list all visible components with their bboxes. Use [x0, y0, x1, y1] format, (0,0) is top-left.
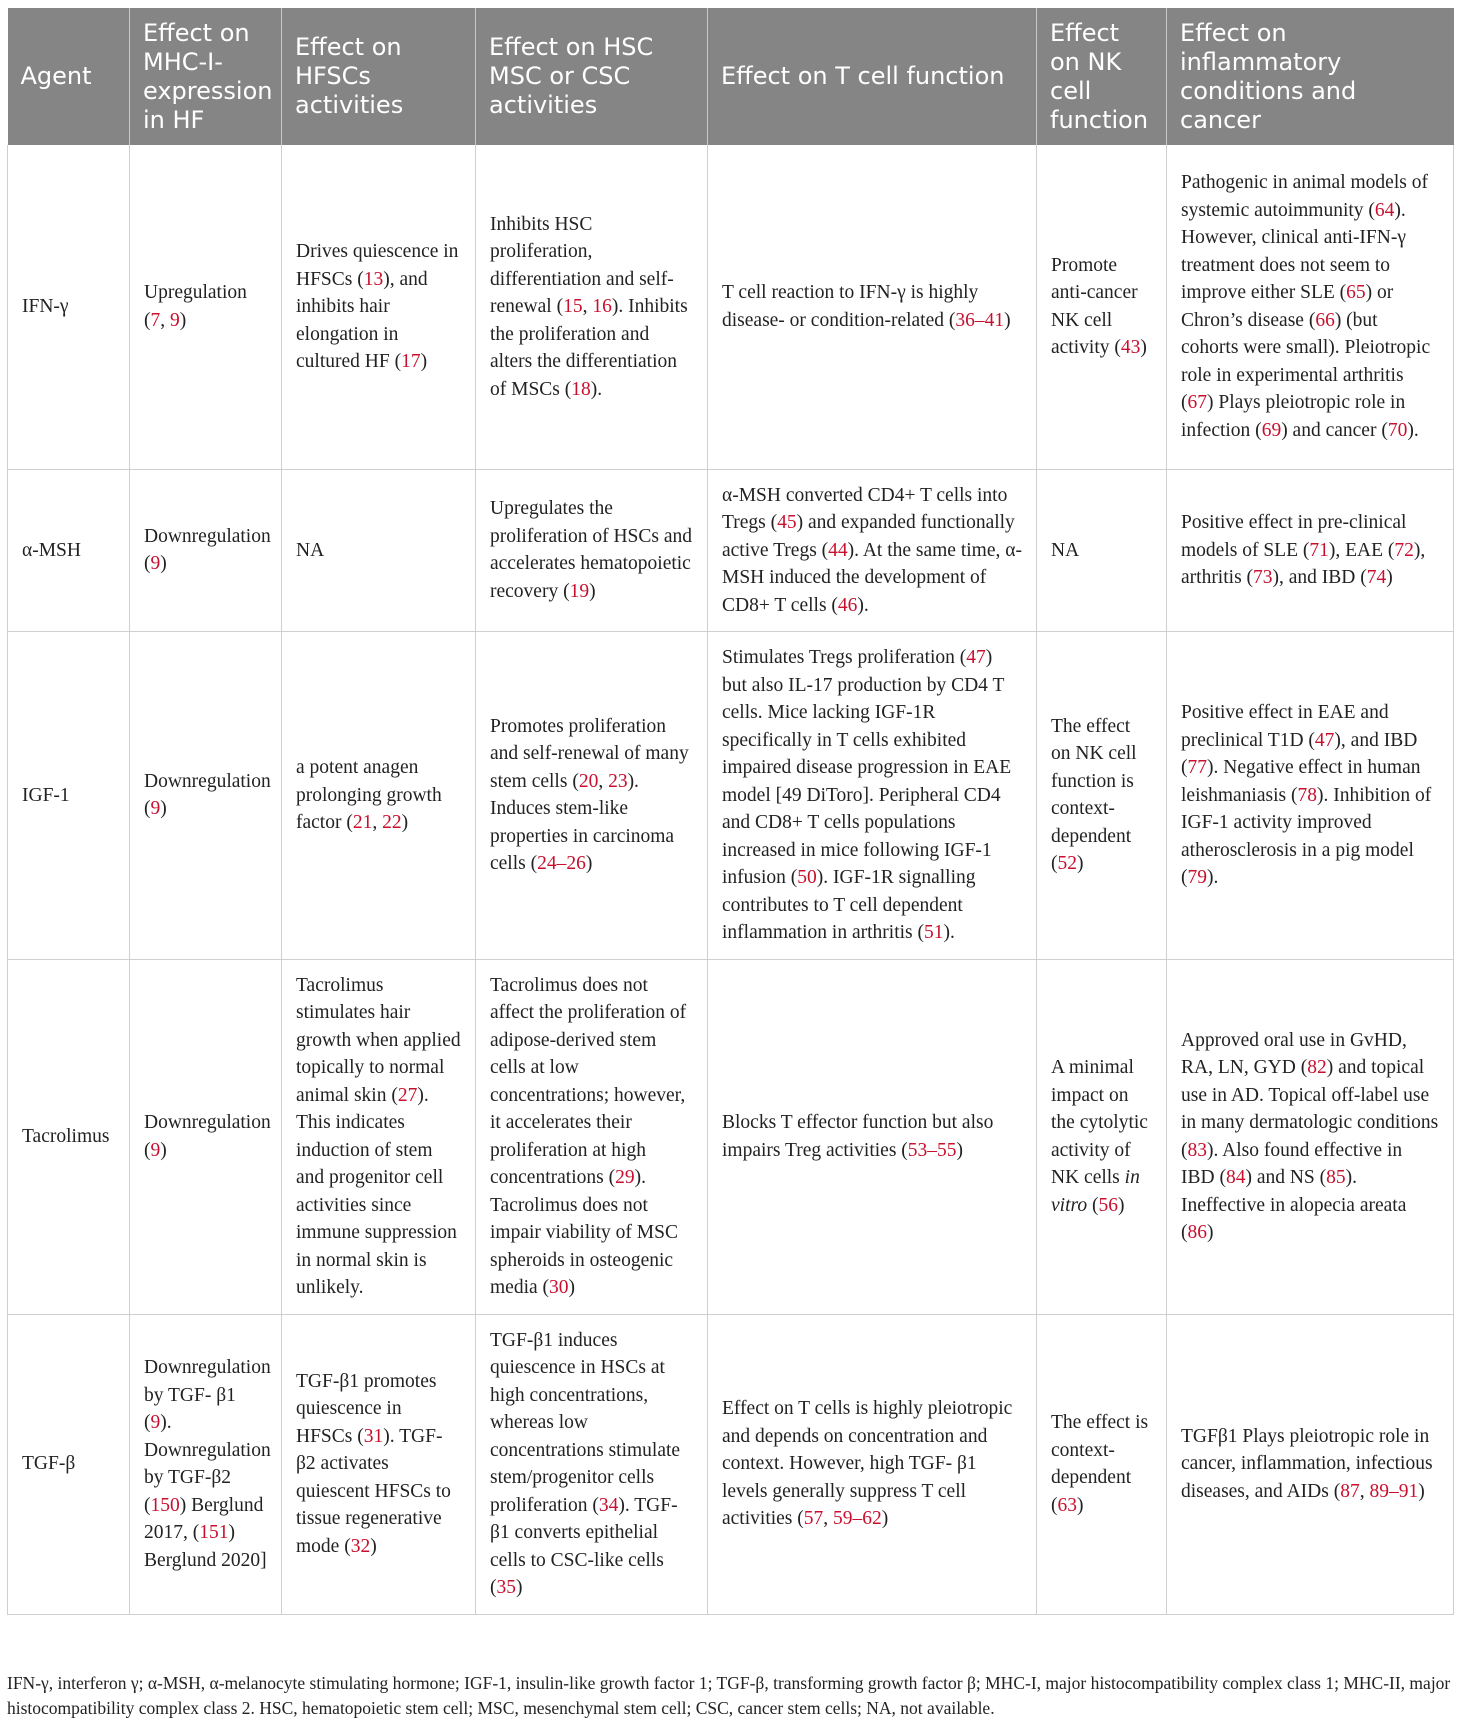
table-body	[8, 145, 1454, 1614]
reference-link[interactable]: 23	[608, 770, 628, 792]
cell-text: )	[1077, 1494, 1084, 1516]
mhc-expression-cell	[130, 469, 282, 632]
cell-text: ).	[1407, 419, 1419, 441]
table-row	[8, 959, 1454, 1314]
cell-text: ). Induces stem-like properties in carcinoma cells (	[490, 770, 675, 875]
reference-link[interactable]: 56	[1098, 1194, 1118, 1216]
reference-link[interactable]: 151	[199, 1522, 229, 1543]
reference-link[interactable]: 82	[1307, 1057, 1327, 1078]
cell-text: ). Negative effect in human leishmaniasis (	[1181, 757, 1421, 806]
cell-text: TGF-β1 promotes quiescence in HFSCs (	[296, 1370, 437, 1447]
reference-link[interactable]: 150	[150, 1494, 180, 1516]
reference-link[interactable]: 20	[578, 770, 599, 792]
agent-cell: α-MSH	[8, 469, 130, 632]
cell-text: )	[160, 553, 167, 575]
cell-text: ,	[582, 296, 593, 317]
reference-link[interactable]: 65	[1346, 282, 1366, 304]
table-container	[7, 8, 1453, 1615]
reference-link[interactable]: 69	[1261, 419, 1282, 441]
cell-text: TGF-β1 induces quiescence in HSCs at high concentrations, whereas low concentrations stimulate stem/progenitor cells proliferation (	[490, 1329, 681, 1516]
cell-text: Approved oral use in GvHD, RA, LN, GYD (	[1181, 1029, 1407, 1078]
cell-text: )	[160, 1139, 167, 1161]
header-hfsc-activities: Effect on HFSCs activities	[282, 8, 476, 145]
reference-link[interactable]: 16	[592, 296, 612, 317]
reference-link[interactable]: 21	[352, 812, 373, 833]
reference-link[interactable]: 43	[1120, 337, 1141, 359]
header-row	[8, 8, 1454, 145]
reference-link[interactable]: 44	[828, 539, 848, 561]
mhc-expression-cell	[130, 959, 282, 1314]
reference-link[interactable]: 46	[837, 594, 858, 616]
cell-text: ) and NS (	[1245, 1167, 1327, 1188]
cell-text: )	[1140, 337, 1147, 359]
cell-text: ).	[857, 594, 869, 616]
agent-cell: IFN-γ	[8, 145, 130, 469]
hfsc-activities-cell	[282, 145, 476, 469]
cell-text: )	[585, 853, 593, 875]
cell-text: )	[568, 1277, 576, 1298]
reference-link[interactable]: 9	[150, 798, 161, 820]
cell-text: ,	[598, 770, 609, 792]
reference-link[interactable]: 67	[1187, 392, 1207, 414]
reference-link[interactable]: 29	[615, 1167, 635, 1188]
cell-text: )	[956, 1139, 964, 1161]
reference-link[interactable]: 18	[571, 378, 591, 400]
cell-text: ) Berglund 2020]	[144, 1522, 267, 1571]
inflammatory-cancer-cell	[1167, 959, 1454, 1314]
reference-link[interactable]: 31	[363, 1425, 384, 1447]
t-cell-function-cell	[708, 959, 1037, 1314]
reference-link[interactable]: 64	[1374, 199, 1395, 221]
reference-link[interactable]: 66	[1315, 309, 1335, 331]
cell-text: Downregulation by TGF- β1 (	[144, 1357, 271, 1433]
cell-text: ,	[1359, 1480, 1370, 1502]
cell-text: )	[160, 798, 167, 820]
cell-text: ) and cancer (	[1281, 419, 1388, 441]
cell-text: ) Plays pleiotropic role in infection (	[1181, 392, 1406, 441]
agent-cell: Tacrolimus	[8, 959, 130, 1314]
cell-text: Downregulation (	[144, 1112, 271, 1161]
reference-link[interactable]: 9	[150, 553, 161, 575]
mhc-expression-cell	[130, 1314, 282, 1614]
cell-text: ). Tacrolimus does not impair viability of MSC spheroids in osteogenic media (	[490, 1167, 678, 1298]
cell-text: Blocks T effector function but also impairs Treg activities (	[722, 1112, 994, 1161]
header-agent: Agent	[8, 8, 130, 145]
cell-text: Stimulates Tregs proliferation (	[722, 647, 967, 668]
cell-text: Upregulates the proliferation of HSCs and accelerates hematopoietic recovery (	[490, 498, 693, 602]
cell-text: )	[1418, 1480, 1425, 1502]
reference-link[interactable]: 17	[401, 351, 421, 372]
cell-text: ). IGF-1R signalling contributes to T cell dependent inflammation in arthritis (	[722, 867, 976, 943]
cell-text: ). Also found effective in IBD (	[1181, 1139, 1403, 1188]
reference-link[interactable]: 74	[1366, 567, 1387, 588]
reference-link[interactable]: 83	[1187, 1139, 1207, 1161]
cell-text: ). Inhibition of IGF-1 activity improved atherosclerosis in a pig model (	[1181, 784, 1432, 888]
cell-text: )	[401, 812, 409, 833]
reference-link[interactable]: 51	[924, 922, 944, 943]
header-inflammatory-cancer: Effect on inflammatory conditions and cancer	[1167, 8, 1454, 145]
reference-link[interactable]: 24–26	[537, 853, 586, 875]
cell-text: Downregulation (	[144, 770, 271, 820]
cell-text: ), EAE (	[1328, 539, 1395, 561]
reference-link[interactable]: 30	[549, 1277, 569, 1298]
cell-text: ).	[590, 378, 603, 400]
reference-link[interactable]: 32	[350, 1535, 371, 1557]
cell-text: )	[370, 1535, 377, 1557]
reference-link[interactable]: 19	[569, 580, 590, 602]
reference-link[interactable]: 73	[1253, 567, 1273, 588]
t-cell-function-cell	[708, 469, 1037, 632]
cell-text: ). TGF-β2 activates quiescent HFSCs to tissue regenerative mode (	[296, 1425, 451, 1557]
reference-link[interactable]: 78	[1297, 784, 1317, 806]
cell-text: ,	[823, 1508, 834, 1530]
inflammatory-cancer-cell	[1167, 1314, 1454, 1614]
reference-link[interactable]: 50	[797, 867, 817, 888]
t-cell-function-cell	[708, 632, 1037, 960]
hfsc-activities-cell	[282, 1314, 476, 1614]
cell-text: Pathogenic in animal models of systemic autoimmunity (	[1181, 172, 1428, 221]
agent-cell: TGF-β	[8, 1314, 130, 1614]
table-row	[8, 145, 1454, 469]
reference-link[interactable]: 9	[150, 1412, 161, 1433]
reference-link[interactable]: 84	[1225, 1167, 1246, 1188]
table-row	[8, 632, 1454, 960]
table-footnote: IFN-γ, interferon γ; α-MSH, α-melanocyte stimulating hormone; IGF-1, insulin-like growth factor 1; TGF-β, transforming growth factor β; MHC-I, major histocompatibility complex class 1; MHC-II, major histocompatibility complex class 2. HSC, hematopoietic stem cell; MSC, mesenchymal stem cell; CSC, cancer stem cells; NA, not available.	[7, 1673, 1451, 1718]
t-cell-function-cell	[708, 1314, 1037, 1614]
reference-link[interactable]: 72	[1394, 539, 1414, 561]
cell-text: )	[1117, 1194, 1125, 1216]
reference-link[interactable]: 53–55	[907, 1139, 957, 1161]
inflammatory-cancer-cell	[1167, 632, 1454, 960]
nk-cell-function-cell	[1037, 959, 1167, 1314]
agent-cell: IGF-1	[8, 632, 130, 960]
stem-cell-activities-cell	[476, 469, 708, 632]
reference-link[interactable]: 34	[598, 1494, 619, 1516]
cell-text: NA	[296, 539, 325, 561]
cell-text: Tacrolimus stimulates hair growth when applied topically to normal animal skin (	[296, 974, 461, 1106]
cell-text: Tacrolimus does not affect the proliferation of adipose-derived stem cells at low concentrations; however, it accelerates their proliferation at high concentrations (	[490, 974, 687, 1188]
nk-cell-function-cell	[1037, 145, 1167, 469]
header-mhc-expression: Effect on MHC-I-expression in HF	[130, 8, 282, 145]
cell-text: ), and inhibits hair elongation in cultured HF (	[296, 268, 428, 372]
cell-text: ,	[160, 309, 170, 331]
reference-link[interactable]: 86	[1187, 1222, 1207, 1243]
table-row	[8, 1314, 1454, 1614]
cell-text: ), arthritis (	[1181, 539, 1426, 588]
stem-cell-activities-cell	[476, 145, 708, 469]
cell-text: )	[516, 1577, 523, 1598]
cell-text: Upregulation (	[144, 282, 247, 331]
cell-text: Effect on T cells is highly pleiotropic and depends on concentration and context. However, high TGF- β1 levels generally suppress T cell activities (	[722, 1398, 1013, 1530]
mhc-expression-cell	[130, 145, 282, 469]
cell-text: a potent anagen prolonging growth factor (	[296, 757, 442, 833]
reference-link[interactable]: 85	[1326, 1167, 1346, 1188]
cell-text: A minimal impact on the cytolytic activity of NK cells	[1051, 1057, 1148, 1188]
inflammatory-cancer-cell	[1167, 469, 1454, 632]
cell-text: The effect is context-dependent (	[1051, 1412, 1149, 1516]
cell-text: )	[1386, 567, 1393, 588]
hfsc-activities-cell	[282, 959, 476, 1314]
cell-text: )	[589, 580, 596, 602]
cell-text: ) and expanded functionally active Tregs (	[722, 512, 1015, 561]
header-nk-cell-function: Effect on NK cell function	[1037, 8, 1167, 145]
cell-text: ) Berglund 2017, (	[144, 1494, 264, 1543]
cell-text: ) and topical use in AD. Topical off-label use in many dermatologic conditions (	[1181, 1057, 1439, 1161]
reference-link[interactable]: 15	[563, 296, 583, 317]
reference-link[interactable]: 63	[1057, 1494, 1077, 1516]
reference-link[interactable]: 77	[1187, 757, 1207, 778]
cell-text: Positive effect in EAE and preclinical T1D (	[1181, 702, 1389, 751]
cell-text: ,	[372, 812, 383, 833]
cell-text: Promote anti-cancer NK cell activity (	[1051, 254, 1138, 359]
cell-text: ).	[943, 922, 955, 943]
cell-text: )	[1207, 1222, 1214, 1243]
cell-text: )	[420, 351, 428, 372]
reference-link[interactable]: 13	[363, 268, 384, 290]
reference-link[interactable]: 47	[966, 647, 986, 668]
cell-text: )	[1004, 309, 1011, 331]
hfsc-activities-cell	[282, 632, 476, 960]
reference-link[interactable]: 9	[150, 1139, 161, 1161]
cell-text: ). Inhibits the proliferation and alters the differentiation of MSCs (	[490, 296, 688, 400]
nk-cell-function-cell	[1037, 469, 1167, 632]
cell-text: Downregulation (	[144, 525, 271, 575]
cell-text: The effect on NK cell function is context-dependent (	[1051, 715, 1137, 875]
t-cell-function-cell	[708, 145, 1037, 469]
reference-link[interactable]: 87	[1340, 1480, 1360, 1502]
cell-text: ) but also IL-17 production by CD4 T cells. Mice lacking IGF-1R specifically in T cells exhibited impaired disease progression in EAE model [49 DiToro]. Peripheral CD4 and CD8+ T cells populations increased in mice following IGF-1 infusion (	[722, 647, 1012, 888]
header-stem-cell-activities: Effect on HSC MSC or CSC activities	[476, 8, 708, 145]
italic-text: in vitro	[1051, 1167, 1140, 1216]
agents-table	[7, 8, 1454, 1615]
cell-text: ). However, clinical anti-IFN-γ treatment does not seem to improve either SLE (	[1181, 199, 1406, 304]
reference-link[interactable]: 71	[1309, 539, 1329, 561]
cell-text: (	[1087, 1194, 1099, 1216]
cell-text: Drives quiescence in HFSCs (	[296, 241, 459, 290]
reference-link[interactable]: 57	[803, 1508, 824, 1530]
reference-link[interactable]: 79	[1187, 867, 1207, 888]
stem-cell-activities-cell	[476, 1314, 708, 1614]
cell-text: ) or Chron’s disease (	[1181, 282, 1394, 331]
cell-text: α-MSH converted CD4+ T cells into Tregs (	[722, 484, 1008, 533]
nk-cell-function-cell	[1037, 1314, 1167, 1614]
nk-cell-function-cell	[1037, 632, 1167, 960]
reference-link[interactable]: 36–41	[955, 309, 1005, 331]
reference-link[interactable]: 45	[777, 512, 797, 533]
cell-text: ). This indicates induction of stem and progenitor cell activities since immune suppression in normal skin is unlikely.	[296, 1084, 457, 1298]
reference-link[interactable]: 70	[1387, 419, 1408, 441]
cell-text: ). At the same time, α-MSH induced the development of CD8+ T cells (	[722, 539, 1022, 616]
table-row	[8, 469, 1454, 632]
cell-text: ). TGF-β1 converts epithelial cells to CSC-like cells (	[490, 1494, 678, 1598]
cell-text: NA	[1051, 539, 1080, 561]
cell-text: )	[1077, 853, 1084, 875]
inflammatory-cancer-cell	[1167, 145, 1454, 469]
reference-link[interactable]: 22	[382, 812, 402, 833]
cell-text: )	[881, 1508, 889, 1530]
reference-link[interactable]: 47	[1314, 729, 1335, 751]
reference-link[interactable]: 7	[150, 309, 161, 331]
header-t-cell-function: Effect on T cell function	[708, 8, 1037, 145]
cell-text: T cell reaction to IFN-γ is highly disease- or condition-related (	[722, 282, 979, 331]
cell-text: ). Downregulation by TGF-β2 (	[144, 1412, 271, 1516]
reference-link[interactable]: 52	[1057, 853, 1077, 875]
cell-text: ). Ineffective in alopecia areata (	[1181, 1167, 1407, 1243]
cell-text: Inhibits HSC proliferation, differentiation and self-renewal (	[490, 213, 674, 317]
reference-link[interactable]: 89–91	[1369, 1480, 1419, 1502]
reference-link[interactable]: 9	[170, 309, 180, 331]
hfsc-activities-cell	[282, 469, 476, 632]
cell-text: )	[179, 309, 187, 331]
stem-cell-activities-cell	[476, 632, 708, 960]
reference-link[interactable]: 35	[496, 1577, 516, 1598]
mhc-expression-cell	[130, 632, 282, 960]
stem-cell-activities-cell	[476, 959, 708, 1314]
cell-text: ).	[1207, 867, 1219, 888]
cell-text: Positive effect in pre-clinical models of SLE (	[1181, 512, 1407, 561]
cell-text: ) (but cohorts were small). Pleiotropic role in experimental arthritis (	[1181, 309, 1431, 414]
reference-link[interactable]: 59–62	[833, 1508, 882, 1530]
cell-text: ), and IBD (	[1272, 567, 1367, 588]
reference-link[interactable]: 27	[397, 1084, 418, 1106]
cell-text: ), and IBD (	[1181, 729, 1418, 778]
cell-text: Promotes proliferation and self-renewal of many stem cells (	[490, 715, 689, 792]
cell-text: TGFβ1 Plays pleiotropic role in cancer, inflammation, infectious diseases, and AIDs (	[1181, 1425, 1433, 1502]
